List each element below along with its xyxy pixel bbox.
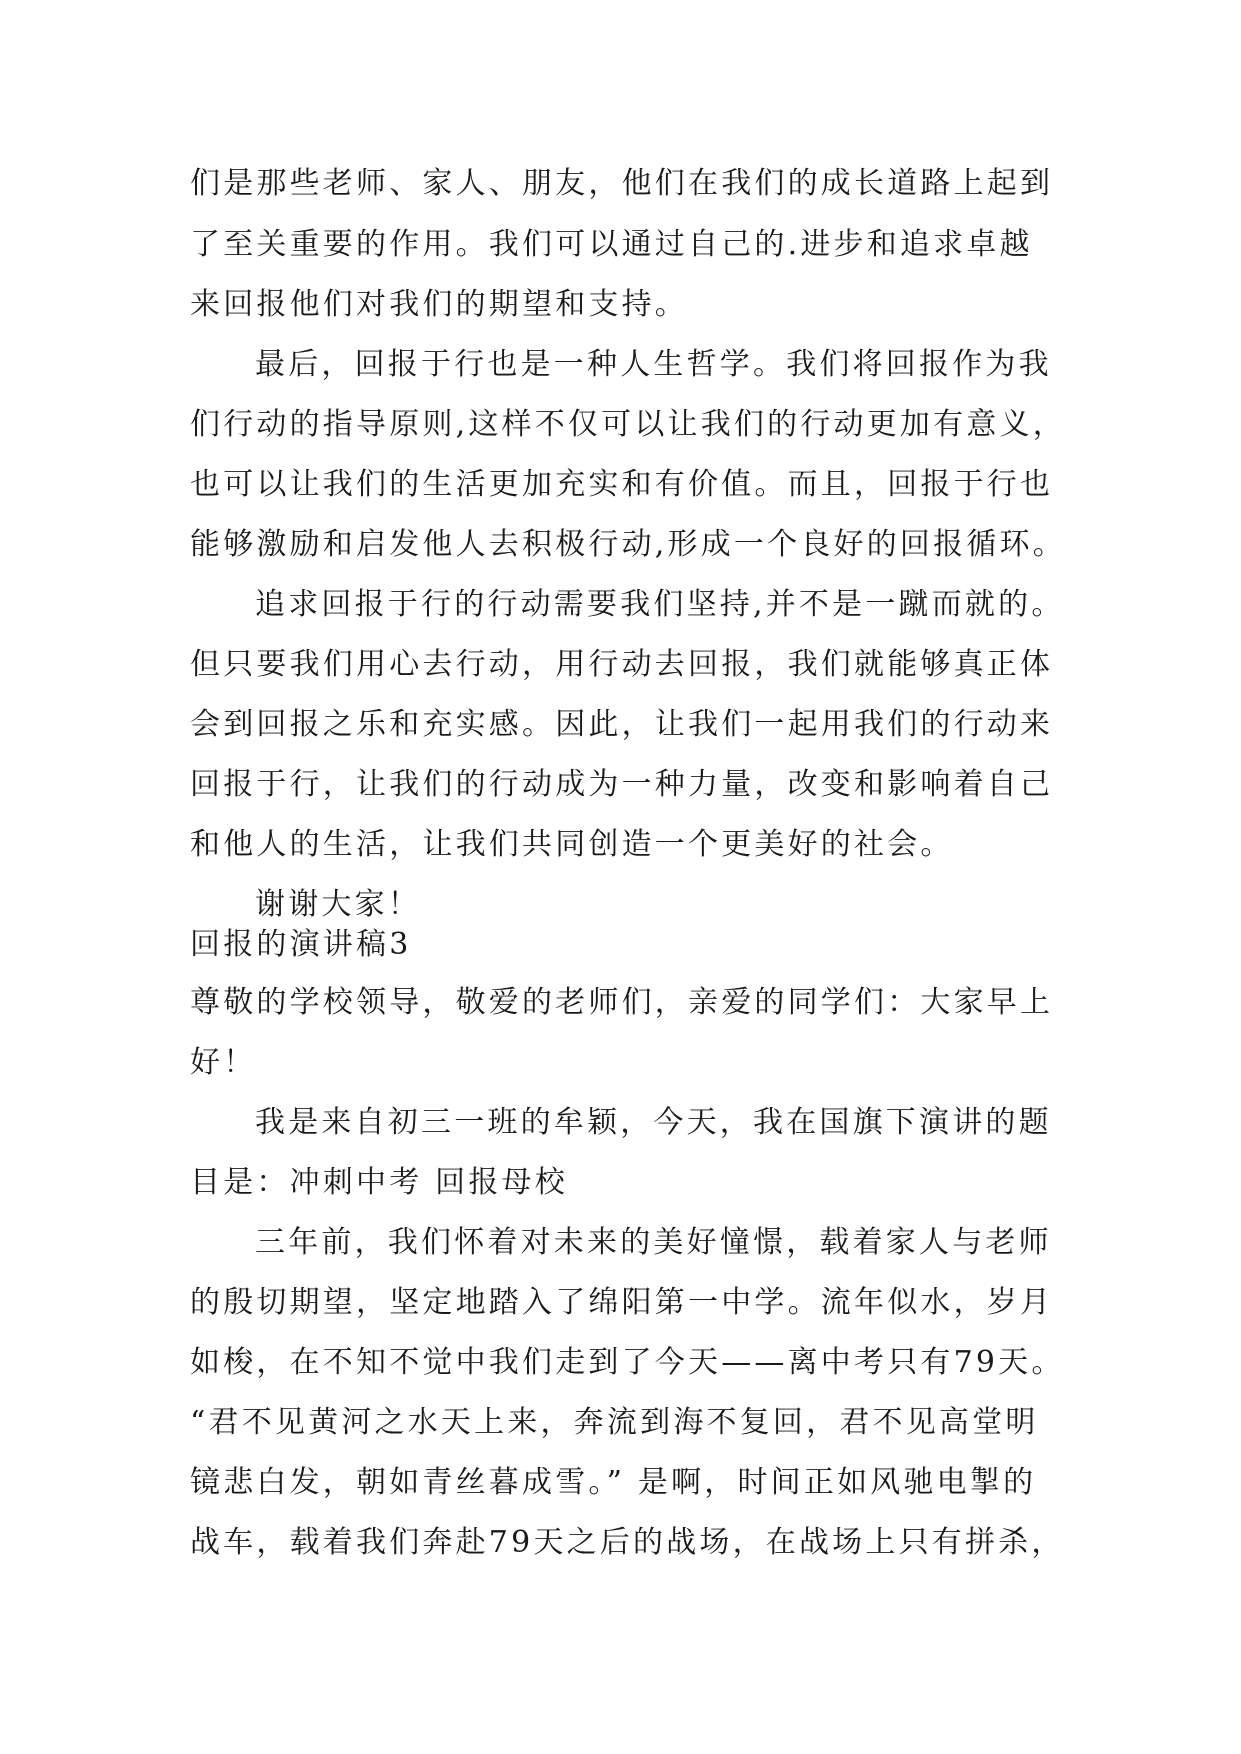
text-line: 的殷切期望，坚定地踏入了绵阳第一中学。流年似水，岁月 xyxy=(190,1285,1054,1320)
salutation-line: 好！ xyxy=(190,1045,257,1080)
text-line: 战车，载着我们奔赴79天之后的战场，在战场上只有拼杀， xyxy=(190,1525,1065,1560)
text-line: 目是：冲刺中考 回报母校 xyxy=(190,1165,568,1200)
text-line: 来回报他们对我们的期望和支持。 xyxy=(190,287,688,322)
paragraph-start-line: 最后，回报于行也是一种人生哲学。我们将回报作为我 xyxy=(255,347,1052,382)
closing-line: 谢谢大家！ xyxy=(255,887,421,922)
text-line: 回报于行，让我们的行动成为一种力量，改变和影响着自己 xyxy=(190,767,1054,802)
text-line: 但只要我们用心去行动，用行动去回报，我们就能够真正体 xyxy=(190,647,1054,682)
text-line: 们是那些老师、家人、朋友，他们在我们的成长道路上起到 xyxy=(190,166,1054,201)
text-line: 也可以让我们的生活更加充实和有价值。而且，回报于行也 xyxy=(190,467,1054,502)
text-line: 们行动的指导原则,这样不仅可以让我们的行动更加有意义， xyxy=(190,407,1066,442)
salutation-line: 尊敬的学校领导，敬爱的老师们，亲爱的同学们：大家早上 xyxy=(190,985,1054,1020)
section-title: 回报的演讲稿3 xyxy=(190,927,412,962)
text-line: 和他人的生活，让我们共同创造一个更美好的社会。 xyxy=(190,827,954,862)
paragraph-start-line: 我是来自初三一班的牟颖，今天，我在国旗下演讲的题 xyxy=(255,1105,1052,1140)
text-line: 镜悲白发，朝如青丝暮成雪。” 是啊，时间正如风驰电掣的 xyxy=(190,1465,1037,1500)
paragraph-start-line: 三年前，我们怀着对未来的美好憧憬，载着家人与老师 xyxy=(255,1225,1052,1260)
text-line: 能够激励和启发他人去积极行动,形成一个良好的回报循环。 xyxy=(190,527,1066,562)
text-line: “君不见黄河之水天上来，奔流到海不复回，君不见高堂明 xyxy=(190,1405,1039,1440)
paragraph-start-line: 追求回报于行的行动需要我们坚持,并不是一蹴而就的。 xyxy=(255,587,1065,622)
text-line: 了至关重要的作用。我们可以通过自己的.进步和追求卓越 xyxy=(190,227,1033,262)
text-line: 如梭，在不知不觉中我们走到了今天——离中考只有79天。 xyxy=(190,1345,1065,1380)
text-line: 会到回报之乐和充实感。因此，让我们一起用我们的行动来 xyxy=(190,707,1054,742)
